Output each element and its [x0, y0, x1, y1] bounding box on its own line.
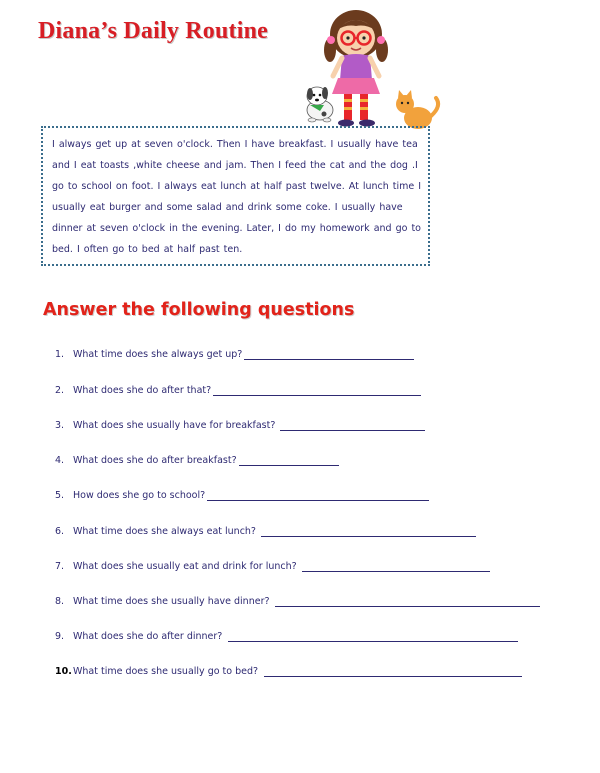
answer-line[interactable] [280, 421, 425, 431]
question-number: 7. [55, 561, 65, 572]
reading-passage-box [41, 126, 430, 266]
question-text: What time does she usually go to bed? [73, 666, 259, 677]
question-5 [55, 490, 429, 501]
question-3 [55, 420, 425, 431]
answer-line[interactable] [264, 667, 522, 677]
worksheet-title: Diana’s Daily Routine [38, 18, 268, 44]
question-number: 8. [55, 596, 65, 607]
question-number: 2. [55, 385, 65, 396]
question-text: What does she usually eat and drink for lunch? [73, 561, 297, 572]
question-text: What time does she always eat lunch? [73, 526, 256, 537]
answer-line[interactable] [228, 632, 518, 642]
question-number: 3. [55, 420, 65, 431]
girl-with-pets-illustration [300, 6, 445, 132]
answer-line[interactable] [302, 562, 490, 572]
answer-line[interactable] [244, 350, 414, 360]
answer-line[interactable] [213, 386, 421, 396]
answer-line[interactable] [275, 597, 540, 607]
cat-figure [396, 90, 438, 129]
question-10 [55, 666, 522, 677]
question-9 [55, 631, 518, 642]
question-text: What does she do after dinner? [73, 631, 223, 642]
question-text: How does she go to school? [73, 490, 206, 501]
question-number: 6. [55, 526, 65, 537]
reading-passage: I always get up at seven o'clock. Then I have breakfast. I usually have tea and I eat toasts ,white cheese and jam. Then I feed the cat and the dog .I go to school on foot. I always eat lunch at half past twelve. At lunch time I usually eat burger and some salad and drink some coke. I usually have dinner at seven o'clock in the evening. Later, I do my homework and go to bed. I often go to bed at half past ten. [52, 139, 422, 255]
question-number: 5. [55, 490, 65, 501]
question-6 [55, 526, 476, 537]
question-text: What does she do after breakfast? [73, 455, 237, 466]
question-text: What does she do after that? [73, 385, 212, 396]
question-number: 4. [55, 455, 65, 466]
answer-line[interactable] [207, 491, 429, 501]
question-text: What does she usually have for breakfast? [73, 420, 276, 431]
question-4 [55, 455, 339, 466]
question-8 [55, 596, 540, 607]
question-7 [55, 561, 490, 572]
girl-figure [324, 10, 388, 127]
question-number: 1. [55, 349, 65, 360]
answer-line[interactable] [239, 456, 339, 466]
question-number: 10. [55, 666, 72, 677]
dog-figure [307, 87, 333, 122]
answer-line[interactable] [261, 527, 476, 537]
question-text: What time does she always get up? [73, 349, 243, 360]
section-heading: Answer the following questions [43, 300, 355, 320]
question-1 [55, 349, 414, 360]
question-text: What time does she usually have dinner? [73, 596, 270, 607]
question-2 [55, 385, 421, 396]
question-number: 9. [55, 631, 65, 642]
